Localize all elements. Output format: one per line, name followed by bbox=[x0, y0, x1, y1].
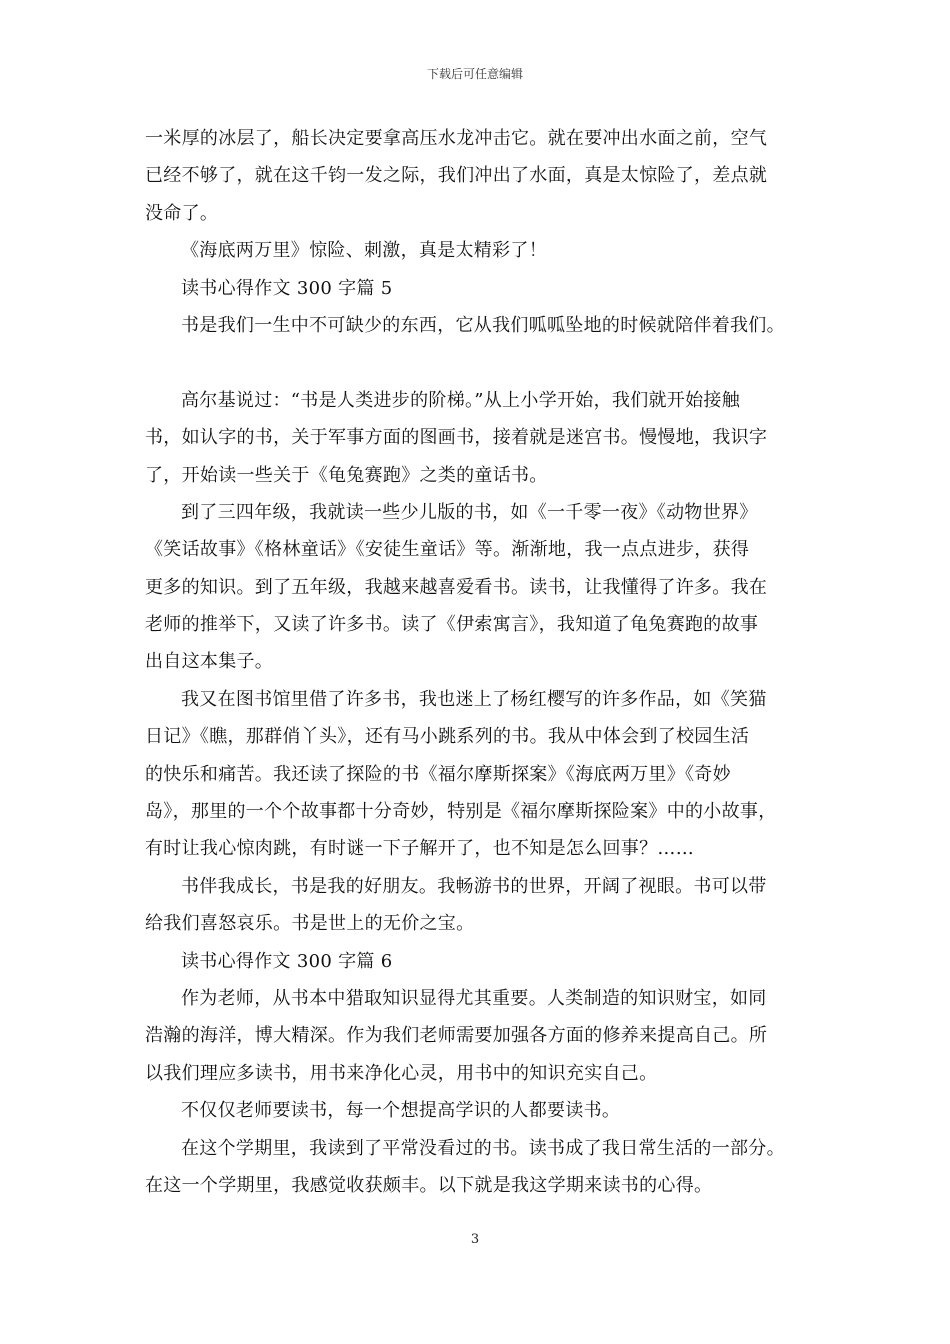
text-line: 读书心得作文 300 字篇 5 bbox=[181, 277, 393, 299]
text-line: 更多的知识。到了五年级，我越来越喜爱看书。读书，让我懂得了许多。我在 bbox=[145, 576, 768, 598]
text-line: 老师的推举下，又读了许多书。读了《伊索寓言》，我知道了龟兔赛跑的故事 bbox=[145, 614, 759, 636]
page-number: 3 bbox=[470, 1232, 480, 1247]
text-line: 在这个学期里，我读到了平常没看过的书。读书成了我日常生活的一部分。 bbox=[181, 1137, 785, 1159]
text-line: 《笑话故事》《格林童话》《安徒生童话》等。渐渐地，我一点点进步，获得 bbox=[145, 539, 750, 561]
text-line: 已经不够了，就在这千钧一发之际，我们冲出了水面，真是太惊险了，差点就 bbox=[145, 165, 768, 187]
text-line: 岛》，那里的一个个故事都十分奇妙，特别是《福尔摩斯探险案》中的小故事， bbox=[145, 801, 777, 823]
text-line: 了，开始读一些关于《龟兔赛跑》之类的童话书。 bbox=[145, 464, 548, 486]
text-line: 给我们喜怒哀乐。书是世上的无价之宝。 bbox=[145, 913, 475, 935]
text-line: 日记》《瞧，那群俏丫头》，还有马小跳系列的书。我从中体会到了校园生活 bbox=[145, 726, 750, 748]
text-line: 以我们理应多读书，用书来净化心灵，用书中的知识充实自己。 bbox=[145, 1062, 658, 1084]
page-header: 下载后可任意编辑 bbox=[426, 67, 523, 81]
text-line: 没命了。 bbox=[145, 202, 219, 224]
text-line: 有时让我心惊肉跳，有时谜一下子解开了，也不知是怎么回事？…… bbox=[145, 838, 694, 860]
text-line: 书是我们一生中不可缺少的东西，它从我们呱呱坠地的时候就陪伴着我们。 bbox=[181, 314, 785, 336]
text-line: 书伴我成长，书是我的好朋友。我畅游书的世界，开阔了视眼。书可以带 bbox=[181, 875, 767, 897]
text-line: 在这一个学期里，我感觉收获颇丰。以下就是我这学期来读书的心得。 bbox=[145, 1174, 713, 1196]
text-line: 浩瀚的海洋，博大精深。作为我们老师需要加强各方面的修养来提高自己。所 bbox=[145, 1025, 768, 1047]
text-line bbox=[145, 344, 810, 381]
text-line: 高尔基说过：“书是人类进步的阶梯。”从上小学开始，我们就开始接触 bbox=[181, 389, 741, 411]
document-body bbox=[145, 120, 810, 1204]
text-line: 我又在图书馆里借了许多书，我也迷上了杨红樱写的许多作品，如《笑猫 bbox=[181, 688, 767, 710]
text-line: 读书心得作文 300 字篇 6 bbox=[181, 950, 393, 972]
text-line: 《海底两万里》惊险、刺激，真是太精彩了！ bbox=[181, 240, 547, 262]
text-line: 书，如认字的书，关于军事方面的图画书，接着就是迷宫书。慢慢地，我识字 bbox=[145, 427, 768, 449]
text-line: 作为老师，从书本中猎取知识显得尤其重要。人类制造的知识财宝，如同 bbox=[181, 987, 767, 1009]
text-line: 不仅仅老师要读书，每一个想提高学识的人都要读书。 bbox=[181, 1100, 621, 1122]
text-line: 的快乐和痛苦。我还读了探险的书《福尔摩斯探案》《海底两万里》《奇妙 bbox=[145, 763, 731, 785]
text-line: 一米厚的冰层了，船长决定要拿高压水龙冲击它。就在要冲出水面之前，空气 bbox=[145, 128, 768, 149]
text-line: 到了三四年级，我就读一些少儿版的书，如《一千零一夜》《动物世界》 bbox=[181, 501, 758, 523]
text-line: 出自这本集子。 bbox=[145, 651, 274, 673]
